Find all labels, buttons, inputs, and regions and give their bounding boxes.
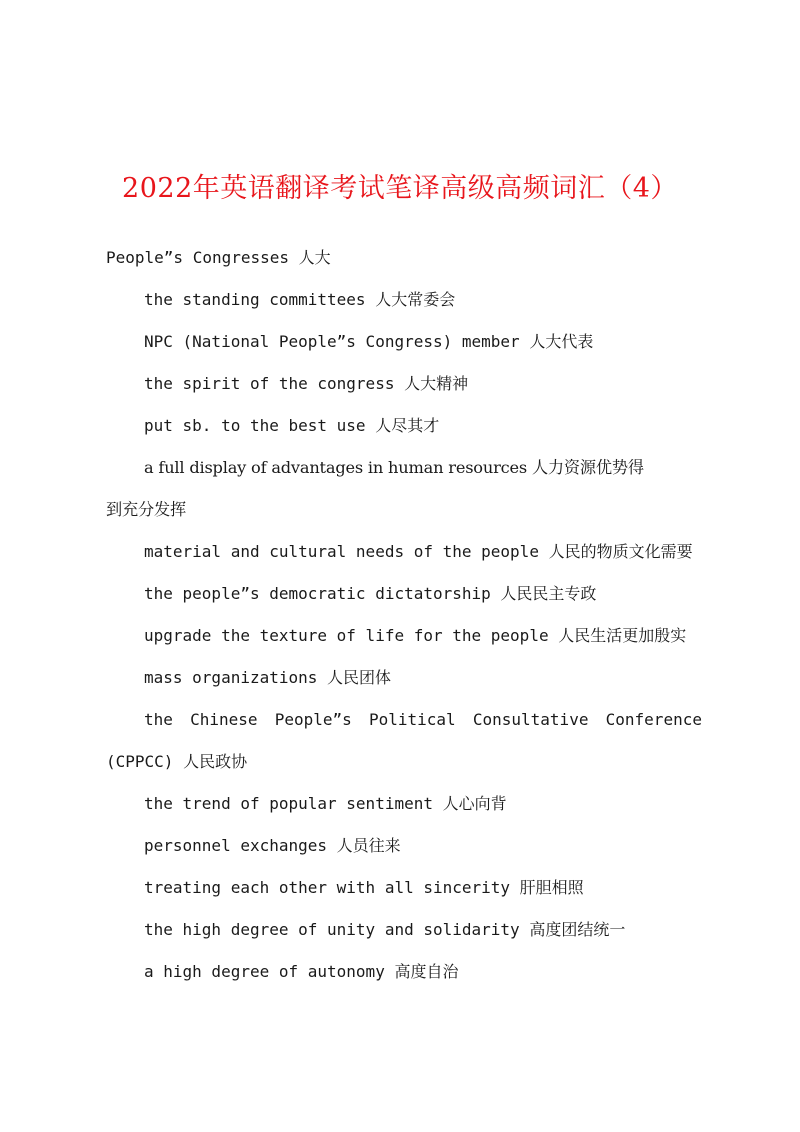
vocab-entry: personnel exchanges 人员往来 [144,836,401,855]
vocab-entry: NPC (National People”s Congress) member 人大代表 [144,332,594,351]
vocab-entry: material and cultural needs of the people 人民的物质文化需要 [144,542,693,561]
cppcc-word: the [144,710,173,729]
vocabulary-list [106,237,702,993]
vocab-entry: the high degree of unity and solidarity 高度团结统一 [144,920,626,939]
vocab-entry: a high degree of autonomy 高度自治 [144,962,459,981]
vocab-entry: the spirit of the congress 人大精神 [144,374,469,393]
vocab-entry: upgrade the texture of life for the people 人民生活更加殷实 [144,626,687,645]
vocab-entry: a full display of advantages in human resources 人力资源优势得 [144,458,644,477]
vocab-entry-continuation: (CPPCC) 人民政协 [106,752,248,771]
vocab-entry: the trend of popular sentiment 人心向背 [144,794,507,813]
vocab-entry: the standing committees 人大常委会 [144,290,456,309]
cppcc-word: Conference [605,710,702,729]
vocab-entry: mass organizations 人民团体 [144,668,392,687]
vocab-entry: People”s Congresses 人大 [106,248,331,267]
cppcc-word: Consultative [472,710,589,729]
document-title: 2022年英语翻译考试笔译高级高频词汇（4） [122,173,678,204]
vocab-entry-cppcc [106,699,702,741]
vocab-entry: put sb. to the best use 人尽其才 [144,416,440,435]
cppcc-word: Political [368,710,456,729]
cppcc-word: Chinese [190,710,258,729]
cppcc-word: People”s [274,710,352,729]
vocab-entry-continuation: 到充分发挥 [106,500,186,519]
vocab-entry: the people”s democratic dictatorship 人民民主专政 [144,584,597,603]
vocab-entry: treating each other with all sincerity 肝胆相照 [144,878,584,897]
